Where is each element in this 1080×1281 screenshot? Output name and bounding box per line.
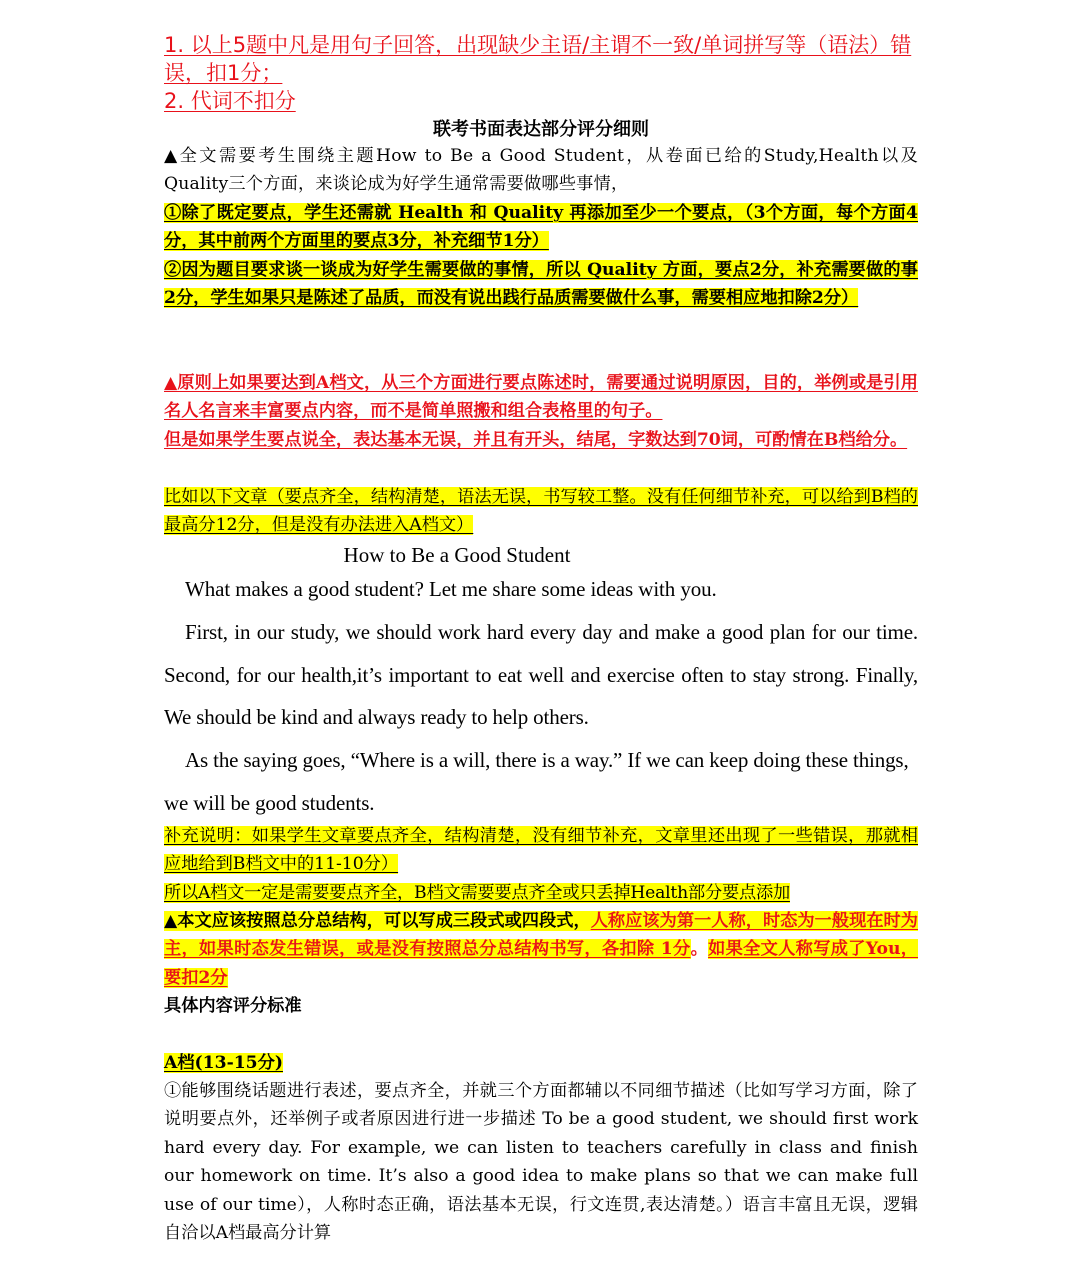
point-2-highlight: ②因为题目要求谈一谈成为好学生需要做的事情，所以 Quality 方面，要点2分，补充需要做的事2分，学生如果只是陈述了品质，而没有说出践行品质需要做什么事，需要相应地扣除2分）: [164, 260, 918, 309]
supplement-a-highlight: 补充说明：如果学生文章要点齐全，结构清楚，没有细节补充，文章里还出现了一些错误，那就相应地给到B档文中的11-10分）: [164, 826, 918, 875]
grade-a-label: [164, 1049, 918, 1077]
deduction-rule-1: 1. 以上5题中凡是用句子回答，出现缺少主语/主谓不一致/单词拼写等（语法）错误，扣1分；: [164, 33, 912, 85]
criteria-heading: 具体内容评分标准: [164, 996, 302, 1016]
structure-rule: [164, 907, 918, 992]
essay-title: How to Be a Good Student: [343, 543, 571, 567]
intro-paragraph: ▲全文需要考生围绕主题How to Be a Good Student，从卷面已给的Study,Health以及Quality三个方面，来谈论成为好学生通常需要做哪些事情，: [164, 146, 918, 195]
structure-rule-part3: 如果全文人称写成了You，要扣2分: [164, 939, 918, 988]
principle-paragraph-a: [164, 369, 918, 426]
essay-paragraph-1: What makes a good student? Let me share some ideas with you.: [185, 577, 717, 601]
example-note-highlight: 比如以下文章（要点齐全，结构清楚，语法无误，书写较工整。没有任何细节补充，可以给到B档的最高分12分，但是没有办法进入A档文）: [164, 487, 918, 536]
grade-a-label-highlight: A档(13-15分): [164, 1053, 283, 1073]
principle-a-text: ▲原则上如果要达到A档文，从三个方面进行要点陈述时，需要通过说明原因，目的，举例或是引用名人名言来丰富要点内容，而不是简单照搬和组合表格里的句子。: [164, 373, 918, 422]
structure-rule-part2: 人称应该为第一人称，时态为一般现在时为主，如果时态发生错误，或是没有按照总分总结构书写，各扣除 1分: [164, 911, 918, 960]
essay-paragraph-3: As the saying goes, “Where is a will, there is a way.” If we can keep doing these things, we will be good students.: [164, 748, 909, 815]
point-2-paragraph: [164, 256, 918, 313]
point-1-paragraph: [164, 199, 918, 256]
page-title: 联考书面表达部分评分细则: [433, 119, 649, 140]
example-note: [164, 483, 918, 540]
structure-rule-sep: 。: [690, 939, 709, 960]
deduction-rule-2: 2. 代词不扣分: [164, 89, 296, 113]
grade-a-description: ①能够围绕话题进行表述，要点齐全，并就三个方面都辅以不同细节描述（比如写学习方面，除了说明要点外，还举例子或者原因进行进一步描述 To be a good student, we should first work hard every day. For example, we can listen to teachers carefully in class and finish our homework on time. It’s also a good idea to make plans so that we can make full use of our time），人称时态正确，语法基本无误，行文连贯,表达清楚。）语言丰富且无误，逻辑自洽以A档最高分计算: [164, 1081, 918, 1244]
principle-paragraph-b: [164, 426, 918, 454]
supplement-a: [164, 822, 918, 879]
essay-paragraph-2: First, in our study, we should work hard every day and make a good plan for our time. Second, for our health,it’s important to eat well and exercise often to stay strong. Finally, We should be kind and always ready to help others.: [164, 620, 918, 730]
supplement-b: [164, 879, 918, 907]
point-1-highlight: ①除了既定要点，学生还需就 Health 和 Quality 再添加至少一个要点，（3个方面，每个方面4分，其中前两个方面里的要点3分，补充细节1分）: [164, 203, 918, 252]
structure-rule-part1: ▲本文应该按照总分总结构，可以写成三段式或四段式，: [164, 911, 591, 931]
principle-b-text: 但是如果学生要点说全，表达基本无误，并且有开头，结尾，字数达到70词，可酌情在B档给分。: [164, 430, 908, 450]
supplement-b-highlight: 所以A档文一定是需要要点齐全，B档文需要要点齐全或只丢掉Health部分要点添加: [164, 883, 790, 903]
